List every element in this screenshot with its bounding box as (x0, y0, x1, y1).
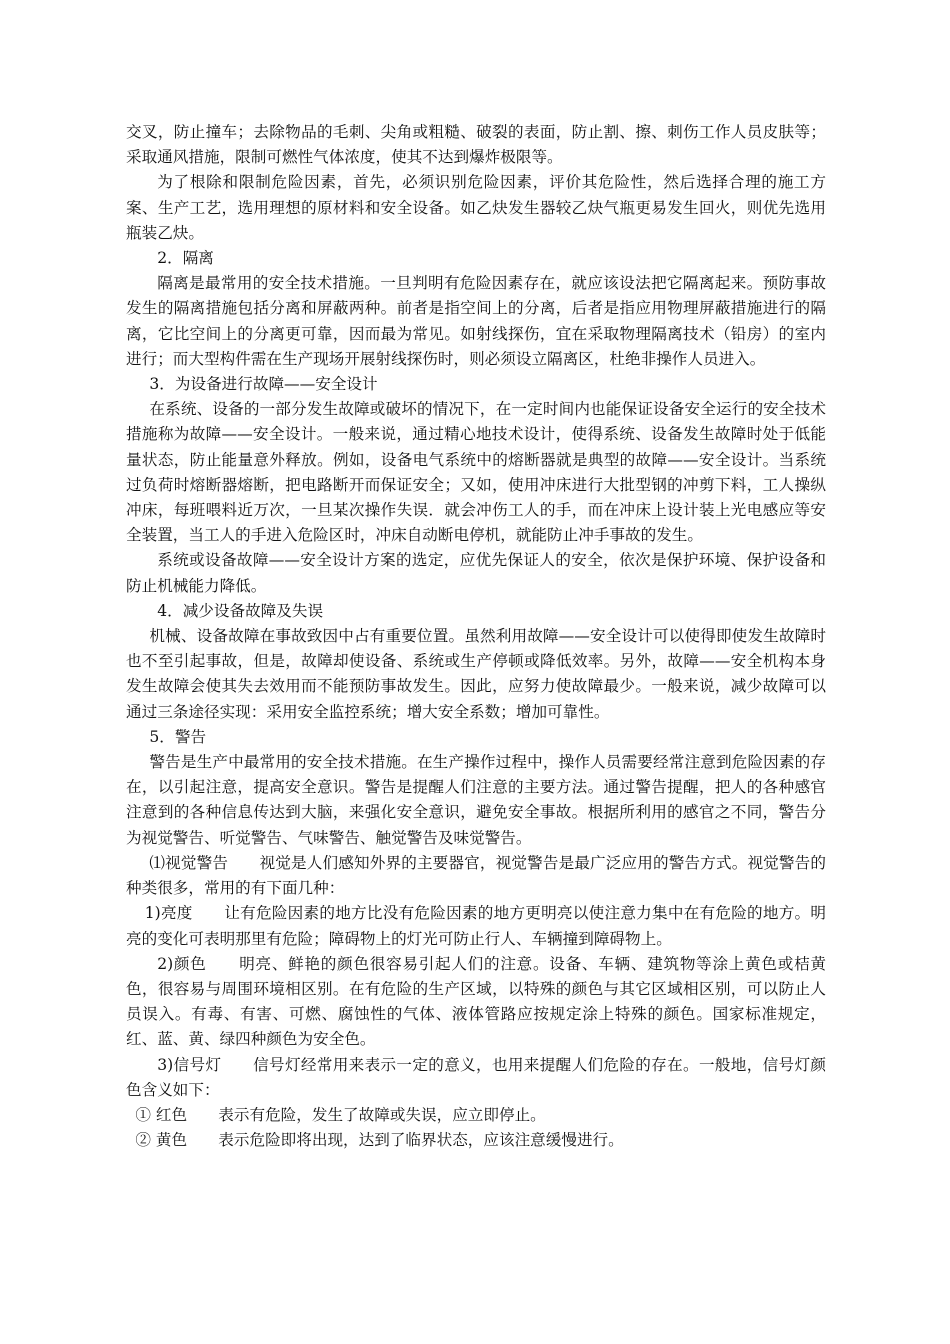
list-item-yellow: ② 黄色 表示危险即将出现，达到了临界状态，应该注意缓慢进行。 (135, 1131, 624, 1150)
paragraph-reduce-failures: 机械、设备故障在事故致因中占有重要位置。虽然利用故障——安全设计可以使得即使发生故障时也不至引起事故，但是，故障却使设备、系统或生产停顿或降低效率。另外，故障——安全机构本身发生故障会使其失去效用而不能预防事故发生。因此，应努力使故障最少。一般来说，减少故障可以通过三条途径实现：采用安全监控系统；增大安全系数；增加可靠性。 (126, 627, 826, 721)
list-item-color: 2)颜色 明亮、鲜艳的颜色很容易引起人们的注意。设备、车辆、建筑物等涂上黄色或桔黄色，很容易与周围环境相区别。在有危险的生产区域，以特殊的颜色与其它区域相区别，可以防止人员误入。有毒、有害、可燃、腐蚀性的气体、液体管路应按规定涂上特殊的颜色。国家标准规定，红、蓝、黄、绿四种颜色为安全色。 (126, 954, 826, 1049)
section-heading-isolation: 2．隔离 (157, 249, 214, 268)
paragraph-eliminate-hazards: 为了根除和限制危险因素，首先，必须识别危险因素，评价其危险性，然后选择合理的施工方案、生产工艺，选用理想的原材料和安全设备。如乙炔发生器较乙炔气瓶更易发生回火，则优先选用瓶装乙炔。 (126, 173, 826, 242)
paragraph-continuation: 交叉，防止撞车；去除物品的毛刺、尖角或粗糙、破裂的表面，防止割、擦、刺伤工作人员皮肤等；采取通风措施，限制可燃性气体浓度，使其不达到爆炸极限等。 (126, 123, 826, 167)
paragraph-failsafe-design: 在系统、设备的一部分发生故障或破坏的情况下，在一定时间内也能保证设备安全运行的安全技术措施称为故障——安全设计。一般来说，通过精心地技术设计，使得系统、设备发生故障时处于低能量状态，防止能量意外释放。例如，设备电气系统中的熔断器就是典型的故障——安全设计。当系统过负荷时熔断器熔断，把电路断开而保证安全；又如，使用冲床进行大批型钢的冲剪下料，工人操纵冲床，每班喂料近万次，一旦某次操作失误．就会冲伤工人的手，而在冲床上设计装上光电感应等安全装置，当工人的手进入危险区时，冲床自动断电停机，就能防止冲手事故的发生。 (126, 400, 826, 545)
section-heading-failsafe-design: 3．为设备进行故障——安全设计 (149, 375, 378, 394)
document-page (126, 120, 826, 1153)
paragraph-isolation: 隔离是最常用的安全技术措施。一旦判明有危险因素存在，就应该设法把它隔离起来。预防事故发生的隔离措施包括分离和屏蔽两种。前者是指空间上的分离，后者是指应用物理屏蔽措施进行的隔离，它比空间上的分离更可靠，因而最为常见。如射线探伤，宜在采取物理隔离技术（铅房）的室内进行；而大型构件需在生产现场开展射线探伤时，则必须设立隔离区，杜绝非操作人员进入。 (126, 274, 826, 368)
section-heading-warning: 5．警告 (149, 727, 207, 746)
section-heading-reduce-failures: 4．减少设备故障及失误 (157, 601, 324, 620)
list-item-brightness: 1)亮度 让有危险因素的地方比没有危险因素的地方更明亮以使注意力集中在有危险的地方。明亮的变化可表明那里有危险；障碍物上的灯光可防止行人、车辆撞到障碍物上。 (126, 904, 826, 948)
paragraph-warning: 警告是生产中最常用的安全技术措施。在生产操作过程中，操作人员需要经常注意到危险因素的存在，以引起注意，提高安全意识。警告是提醒人们注意的主要方法。通过警告提醒，把人的各种感官注意到的各种信息传达到大脑，来强化安全意识，避免安全事故。根据所利用的感官之不同，警告分为视觉警告、听觉警告、气味警告、触觉警告及味觉警告。 (126, 753, 826, 847)
list-item-red: ① 红色 表示有危险，发生了故障或失误，应立即停止。 (135, 1105, 546, 1124)
paragraph-visual-warning: ⑴视觉警告 视觉是人们感知外界的主要器官，视觉警告是最广泛应用的警告方式。视觉警告的种类很多，常用的有下面几种： (126, 853, 826, 898)
list-item-signal-light: 3)信号灯 信号灯经常用来表示一定的意义，也用来提醒人们危险的存在。一般地，信号灯颜色含义如下： (126, 1055, 826, 1099)
paragraph-failsafe-selection: 系统或设备故障——安全设计方案的选定，应优先保证人的安全，依次是保护环境、保护设备和防止机械能力降低。 (126, 551, 826, 595)
